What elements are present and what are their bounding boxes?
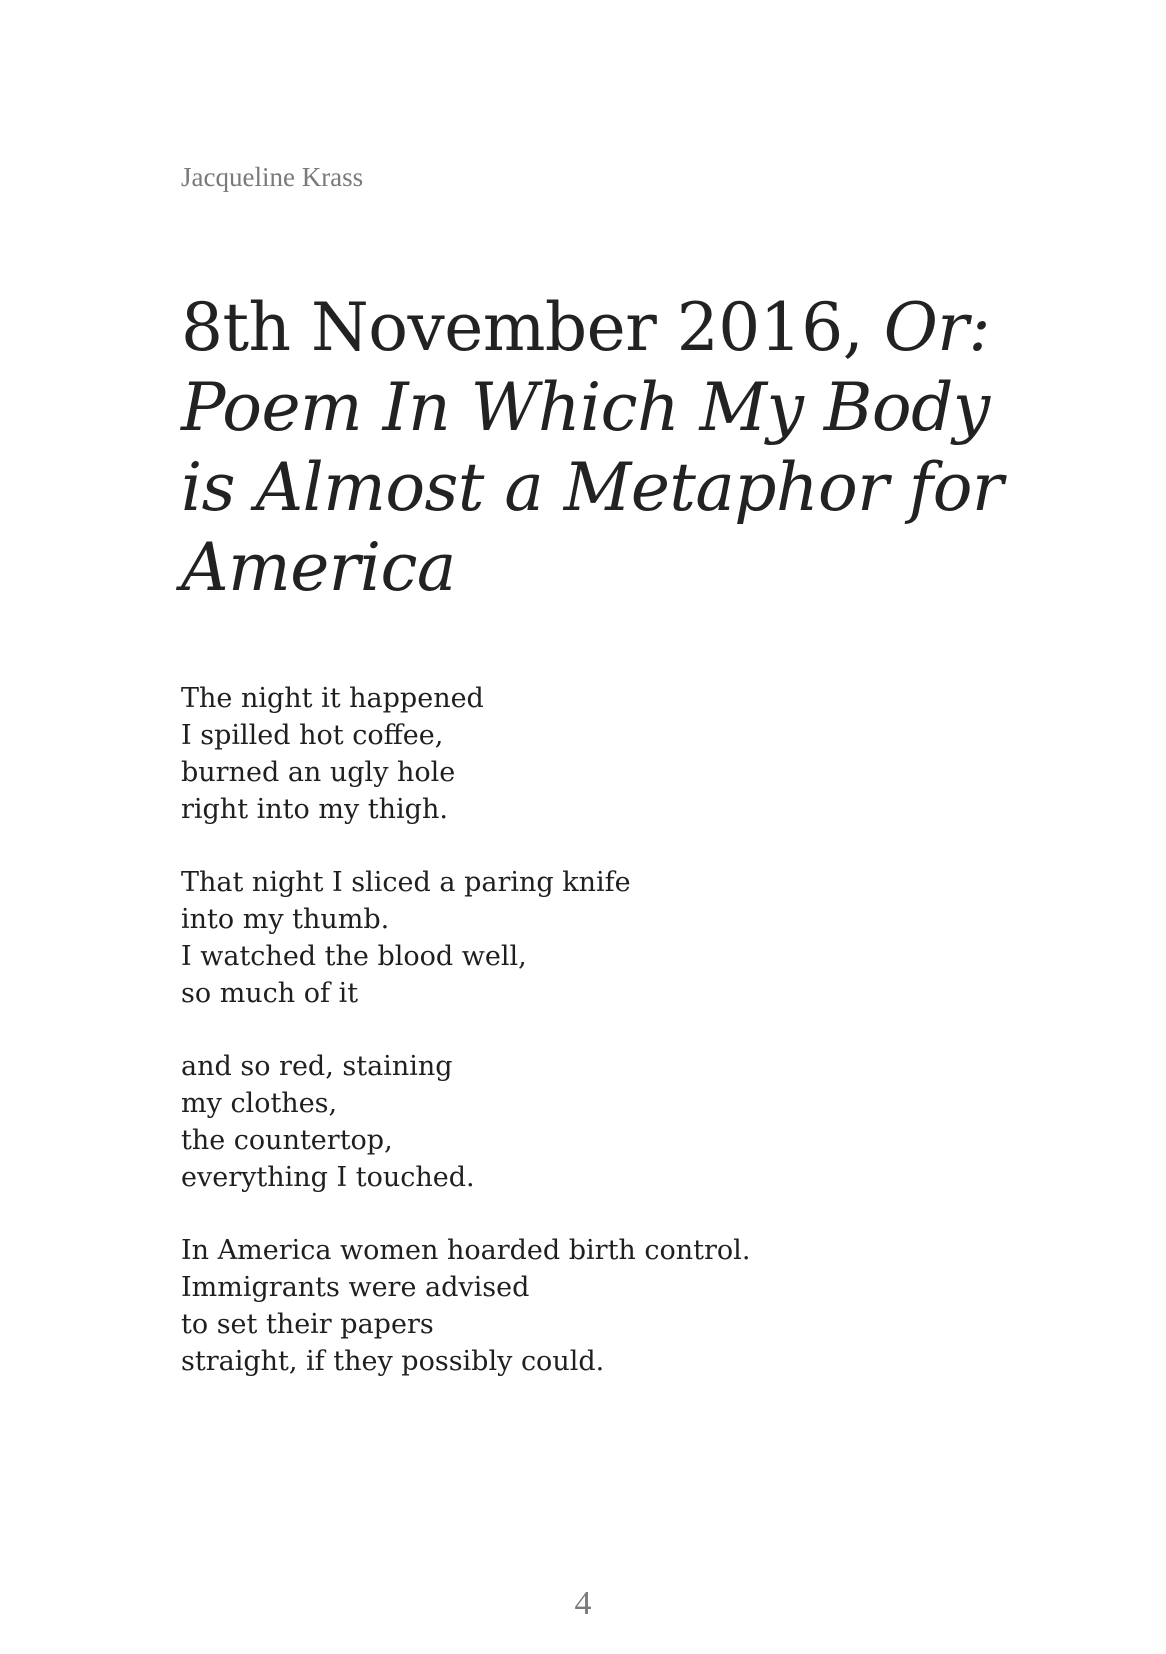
poem-title: [181, 288, 1003, 608]
verse-line: That night I sliced a paring knife: [181, 867, 631, 898]
verse-line: burned an ugly hole: [181, 757, 456, 788]
verse-line: into my thumb.: [181, 904, 390, 935]
verse-line: right into my thigh.: [181, 794, 448, 825]
verse-line: so much of it: [181, 978, 359, 1009]
title-line-1: [181, 288, 991, 368]
title-line-2: Poem In Which My Body: [181, 369, 990, 446]
verse-line: and so red, staining: [181, 1051, 453, 1082]
verse-line: everything I touched.: [181, 1162, 475, 1193]
poem-body: [181, 680, 981, 1416]
author-name: Jacqueline Krass: [181, 162, 364, 192]
stanza: [181, 864, 981, 1012]
verse-line: my clothes,: [181, 1088, 338, 1119]
title-line-3: is Almost a Metaphor for: [181, 449, 1003, 526]
title-upright-part: 8th November 2016,: [181, 289, 864, 366]
stanza: [181, 1048, 981, 1196]
verse-line: In America women hoarded birth control.: [181, 1235, 751, 1266]
verse-line: The night it happened: [181, 683, 484, 714]
stanza: [181, 680, 981, 828]
verse-line: to set their papers: [181, 1309, 434, 1340]
stanza: [181, 1232, 981, 1380]
page-number: 4: [574, 1585, 592, 1622]
verse-line: straight, if they possibly could.: [181, 1346, 605, 1377]
title-italic-or: Or:: [883, 289, 991, 366]
verse-line: the countertop,: [181, 1125, 393, 1156]
verse-line: I watched the blood well,: [181, 941, 527, 972]
verse-line: Immigrants were advised: [181, 1272, 530, 1303]
verse-line: I spilled hot coffee,: [181, 720, 444, 751]
title-line-4: America: [181, 529, 456, 606]
